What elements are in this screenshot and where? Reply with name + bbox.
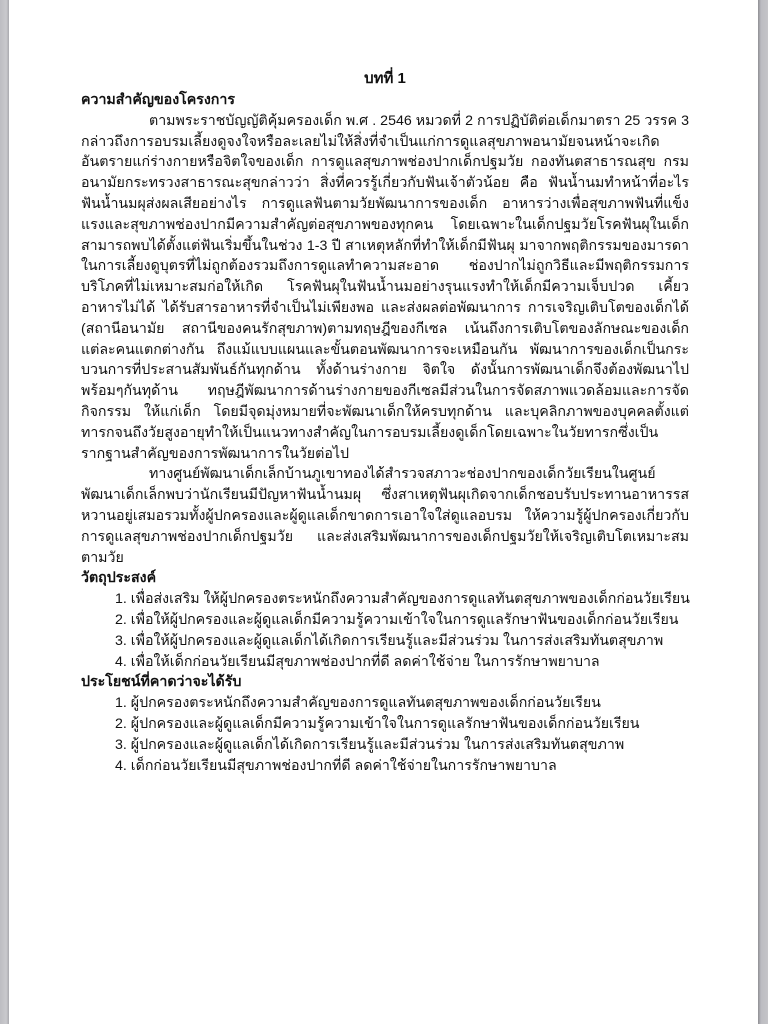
list-item: 2. ผู้ปกครองและผู้ดูแลเด็กมีความรู้ความเข้าใจในการดูแลรักษาฟันของเด็กก่อนวัยเรียน [115,715,640,732]
list-item: 2. เพื่อให้ผู้ปกครองและผู้ดูแลเด็กมีความรู้ความเข้าใจในการดูแลรักษาฟันของเด็กก่อนวัยเรียน [115,611,679,628]
section-heading-importance: ความสำคัญของโครงการ [81,92,235,108]
list-item: 1. ผู้ปกครองตระหนักถึงความสำคัญของการดูแลทันตสุขภาพของเด็กก่อนวัยเรียน [115,695,601,712]
benefits-list [81,693,689,776]
paragraph: ทางศูนย์พัฒนาเด็กเล็กบ้านภูเขาทองได้สำรวจสภาวะช่องปากของเด็กวัยเรียนในศูนย์พัฒนาเด็กเล็กพบว่านักเรียนมีปัญหาฟันน้ำนมผุ ซึ่งสาเหตุฟันผุเกิดจากเด็กชอบรับประทานอาหารรสหวานอยู่เสมอรวมทั้งผู้ปกครองและผู้ดูแลเด็กขาดการเอาใจใส่ดูแลอบรม ให้ความรู้ผู้ปกครองเกี่ยวกับการดูแลสุขภาพช่องปากเด็กปฐมวัย และส่งเสริมพัฒนาการของเด็กปฐมวัยให้เจริญเติบโตเหมาะสมตามวัย [81,466,689,566]
chapter-title: บทที่ 1 [364,70,406,87]
list-item: 1. เพื่อส่งเสริม ให้ผู้ปกครองตระหนักถึงความสำคัญของการดูแลทันตสุขภาพของเด็กก่อนวัยเรียน [115,591,690,608]
section-heading-objectives: วัตถุประสงค์ [81,570,157,587]
list-item: 3. ผู้ปกครองและผู้ดูแลเด็กได้เกิดการเรียนรู้และมีส่วนร่วม ในการส่งเสริมทันตสุขภาพ [115,736,625,753]
list-item: 3. เพื่อให้ผู้ปกครองและผู้ดูแลเด็กได้เกิดการเรียนรู้และมีส่วนร่วม ในการส่งเสริมทันตสุขภาพ [115,632,664,649]
section-heading-benefits: ประโยชน์ที่คาดว่าจะได้รับ [81,674,242,691]
list-item: 4. เด็กก่อนวัยเรียนมีสุขภาพช่องปากที่ดี ลดค่าใช้จ่ายในการรักษาพยาบาล [115,757,557,774]
objectives-list [81,589,689,672]
viewer-left-edge [0,0,9,1024]
viewer-right-edge [758,0,768,1024]
paragraph: ตามพระราชบัญญัติคุ้มครองเด็ก พ.ศ . 2546 หมวดที่ 2 การปฏิบัติต่อเด็กมาตรา 25 วรรค 3 กล่าวถึงการอบรมเลี้ยงดูจงใจหรือละเลยไม่ให้สิ่งที่จำเป็นแก่การดูแลสุขภาพอนามัยจนหน้าจะเกิดอันตรายแก่ร่างกายหรือจิตใจของเด็ก การดูแลสุขภาพช่องปากเด็กปฐมวัย กองทันตสาธารณสุข กรมอนามัยกระทรวงสาธารณะสุขกล่าวว่า สิ่งที่ควรรู้เกี่ยวกับฟันเจ้าตัวน้อย คือ ฟันน้ำนมทำหน้าที่อะไร ฟันน้ำนมผุส่งผลเสียอย่างไร การดูแลฟันตามวัยพัฒนาการของเด็ก อาหารว่างเพื่อสุขภาพฟันที่แข็งแรงและสุขภาพช่องปากมีความสำคัญต่อสุขภาพของทุกคน โดยเฉพาะในเด็กปฐมวัยโรคฟันผุในเด็กสามารถพบได้ตั้งแต่ฟันเริ่มขึ้นในช่วง 1-3 ปี สาเหตุหลักที่ทำให้เด็กมีฟันผุ มาจากพฤติกรรมของมารดาในการเลี้ยงดูบุตรที่ไม่ถูกต้องรวมถึงการดูแลทำความสะอาด ช่องปากไม่ถูกวิธีและมีพฤติกรรมการบริโภคที่ไม่เหมาะสมก่อให้เกิด โรคฟันผุในฟันน้ำนมอย่างรุนแรงทำให้เด็กมีความเจ็บปวด เคี้ยวอาหารไม่ได้ ได้รับสารอาหารที่จำเป็นไม่เพียงพอ และส่งผลต่อพัฒนาการ การเจริญเติบโตของเด็กได้ (สถานีอนามัย สถานีของคนรักสุขภาพ)ตามทฤษฎีของกีเซล เน้นถึงการเติบโตของลักษณะของเด็กแต่ละคนแตกต่างกัน ถึงแม้แบบแผนและขั้นตอนพัฒนาการจะเหมือนกัน พัฒนาการของเด็กเป็นกระบวนการที่ประสานสัมพันธ์กันทุกด้าน ทั้งด้านร่างกาย จิตใจ ดังนั้นการพัฒนาเด็กจึงต้องพัฒนาไปพร้อมๆกันทุด้าน ทฤษฎีพัฒนาการด้านร่างกายของกีเซลมีส่วนในการจัดสภาพแวดล้อมและการจัดกิจกรรม ให้แก่เด็ก โดยมีจุดมุ่งหมายที่จะพัฒนาเด็กให้ครบทุกด้าน และบุคลิกภาพของบุคคลตั้งแต่ทารกจนถึงวัยสูงอายุทำให้เป็นแนวทางสำคัญในการอบรมเลี้ยงดูเด็กโดยเฉพาะในวัยทารกซึ่งเป็นรากฐานสำคัญของการพัฒนาการในวัยต่อไป [81,112,689,462]
document-page [81,68,689,776]
list-item: 4. เพื่อให้เด็กก่อนวัยเรียนมีสุขภาพช่องปากที่ดี ลดค่าใช้จ่าย ในการรักษาพยาบาล [115,653,600,670]
